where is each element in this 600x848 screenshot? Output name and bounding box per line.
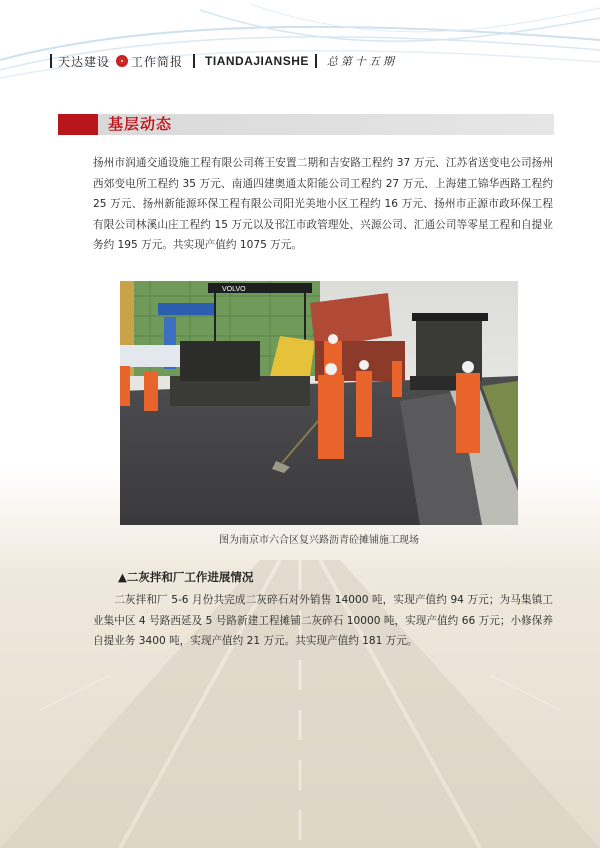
construction-photo xyxy=(120,281,518,525)
page-header xyxy=(44,52,397,70)
company-logo-icon xyxy=(116,55,128,67)
english-name: TIANDAJIANSHE xyxy=(205,54,309,68)
brand-name: 天达建设 xyxy=(58,54,111,69)
paragraph-projects: 扬州市润通交通设施工程有限公司蒋王安置二期和吉安路工程约 37 万元、江苏省送变电公司扬州西郊变电所工程约 35 万元、南通四建奥通太阳能公司工程约 27 万元、上海建工锦华西路工程约 25 万元、扬州新能源环保工程有限公司阳光美地小区工程约 16 万元、扬州市正源市政环保工程有限公司林溪山庄工程约 15 万元以及邗江市政管理处、兴源公司、汇通公司等零星工程和自提业务约 195 万元。共实现产值约 1075 万元。 xyxy=(93,157,553,252)
photo-caption: 图为南京市六合区复兴路沥青砼摊铺施工现场 xyxy=(219,535,419,546)
issue-number: 总第十五期 xyxy=(326,55,397,68)
header-divider xyxy=(315,54,317,68)
newsletter-name: 工作简报 xyxy=(131,54,184,69)
paragraph-mixing-plant: 二灰拌和厂 5-6 月份共完成二灰碎石对外销售 14000 吨，实现产值约 94 万元；为马集镇工业集中区 4 号路西延及 5 号路新建工程摊铺二灰碎石 10000 吨，实现产值约 66 万元；小修保养自提业务 3400 吨，实现产值约 21 万元。共实现产值约 181 万元。 xyxy=(93,594,553,648)
header-decoration xyxy=(0,0,600,90)
section-heading xyxy=(58,114,554,135)
section-title: 基层动态 xyxy=(108,115,173,133)
section-heading-marker xyxy=(58,114,98,135)
header-divider xyxy=(50,54,52,68)
subsection-title: ▲二灰拌和厂工作进展情况 xyxy=(118,570,254,584)
header-divider xyxy=(193,54,195,68)
paver-brand-label: VOLVO xyxy=(222,286,246,293)
